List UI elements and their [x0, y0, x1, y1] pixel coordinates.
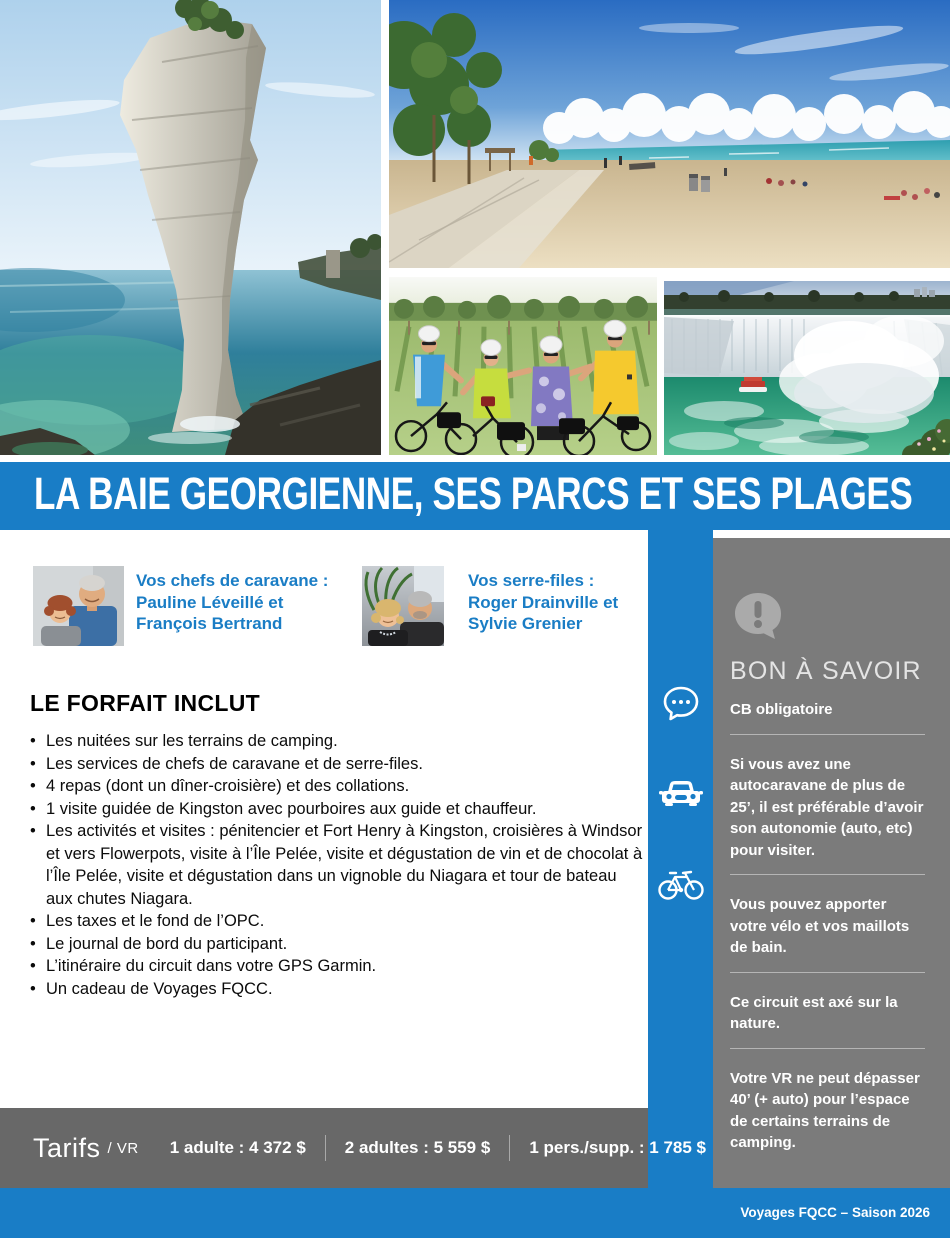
sidebar-bon-a-savoir	[713, 538, 950, 1188]
team-role: Vos serre-files :	[468, 571, 595, 590]
sidebar-note: Ce circuit est axé sur la nature.	[730, 973, 925, 1049]
forfait-item: • 1 visite guidée de Kingston avec pourboires aux guide et chauffeur.	[30, 798, 644, 821]
forfait-item: • 4 repas (dont un dîner-croisière) et des collations.	[30, 775, 644, 798]
photo-niagara-falls	[664, 281, 950, 455]
price-1-adult: 1 adulte : 4 372 $	[169, 1138, 306, 1157]
page-footer	[0, 1188, 950, 1238]
photo-beach-boardwalk	[389, 0, 950, 268]
tarifs-vr-suffix: / VR	[107, 1139, 139, 1157]
bicycle-icon	[657, 868, 705, 900]
team-name: François Bertrand	[136, 614, 283, 633]
photo-serre-files	[362, 566, 444, 646]
price-supplement: 1 pers./supp. : 1 785 $	[529, 1138, 707, 1157]
sidebar-note: Vous pouvez apporter votre vélo et vos maillots de bain.	[730, 875, 925, 973]
forfait-item: • Les services de chefs de caravane et de serre-files.	[30, 753, 644, 776]
price-2-adults: 2 adultes : 5 559 $	[344, 1138, 491, 1157]
sidebar-note: CB obligatoire	[730, 699, 925, 735]
title-banner	[0, 462, 950, 530]
team-role: Vos chefs de caravane :	[136, 571, 329, 590]
team-name: Pauline Léveillé et	[136, 592, 284, 612]
chat-dots-icon	[660, 684, 701, 724]
page-title: LA BAIE GEORGIENNE, SES PARCS ET SES PLAGES	[34, 467, 913, 519]
photo-chefs-de-caravane	[33, 566, 124, 646]
forfait-item: • Les activités et visites : pénitencier et Fort Henry à Kingston, croisières à Windsor et vers Flowerpots, visite à l’Île Pelée, visite et dégustation de vin et de chocolat à l’Île Pelée, visite et dégustation dans un vignoble du Niagara et tour de bateau aux chutes Niagara.	[30, 820, 644, 910]
footer-text: Voyages FQCC – Saison 2026	[740, 1205, 930, 1220]
caption-chefs-de-caravane	[136, 570, 366, 635]
sidebar-note: Si vous avez une autocaravane de plus de 25’, il est préférable d’avoir son autonomie (auto, etc) pour visiter.	[730, 735, 925, 876]
forfait-list	[30, 730, 644, 1000]
cyclists-illustration	[389, 277, 657, 455]
alert-speech-bubble-icon	[730, 590, 786, 644]
car-icon	[658, 778, 704, 808]
photo-cyclists-vineyard	[389, 277, 657, 455]
sidebar-items	[730, 699, 925, 1167]
sidebar-note: Votre VR ne peut dépasser 40’ (+ auto) pour l’espace de certains terrains de camping.	[730, 1069, 920, 1151]
flowerpot-rock-illustration	[0, 0, 381, 455]
photo-flowerpot-rock	[0, 0, 381, 455]
forfait-section	[30, 690, 644, 1000]
chefs-couple-illustration	[33, 566, 124, 646]
team-name: Sylvie Grenier	[468, 614, 583, 633]
forfait-item: • Un cadeau de Voyages FQCC.	[30, 978, 644, 1001]
sidebar-heading: BON À SAVOIR	[730, 657, 922, 685]
beach-illustration	[389, 0, 950, 268]
icon-strip	[648, 530, 713, 1188]
niagara-illustration	[664, 281, 950, 455]
tarifs-label: Tarifs	[33, 1132, 101, 1163]
forfait-item: • Les taxes et le fond de l’OPC.	[30, 910, 644, 933]
caption-serre-files	[468, 570, 648, 635]
forfait-item: • Le journal de bord du participant.	[30, 933, 644, 956]
forfait-heading: LE FORFAIT INCLUT	[30, 690, 260, 716]
forfait-item: • Les nuitées sur les terrains de camping.	[30, 730, 644, 753]
price-list	[151, 1135, 725, 1161]
tarifs-bar	[0, 1108, 707, 1188]
forfait-item: • L’itinéraire du circuit dans votre GPS Garmin.	[30, 955, 644, 978]
serre-files-couple-illustration	[362, 566, 444, 646]
team-name: Roger Drainville et	[468, 592, 619, 612]
